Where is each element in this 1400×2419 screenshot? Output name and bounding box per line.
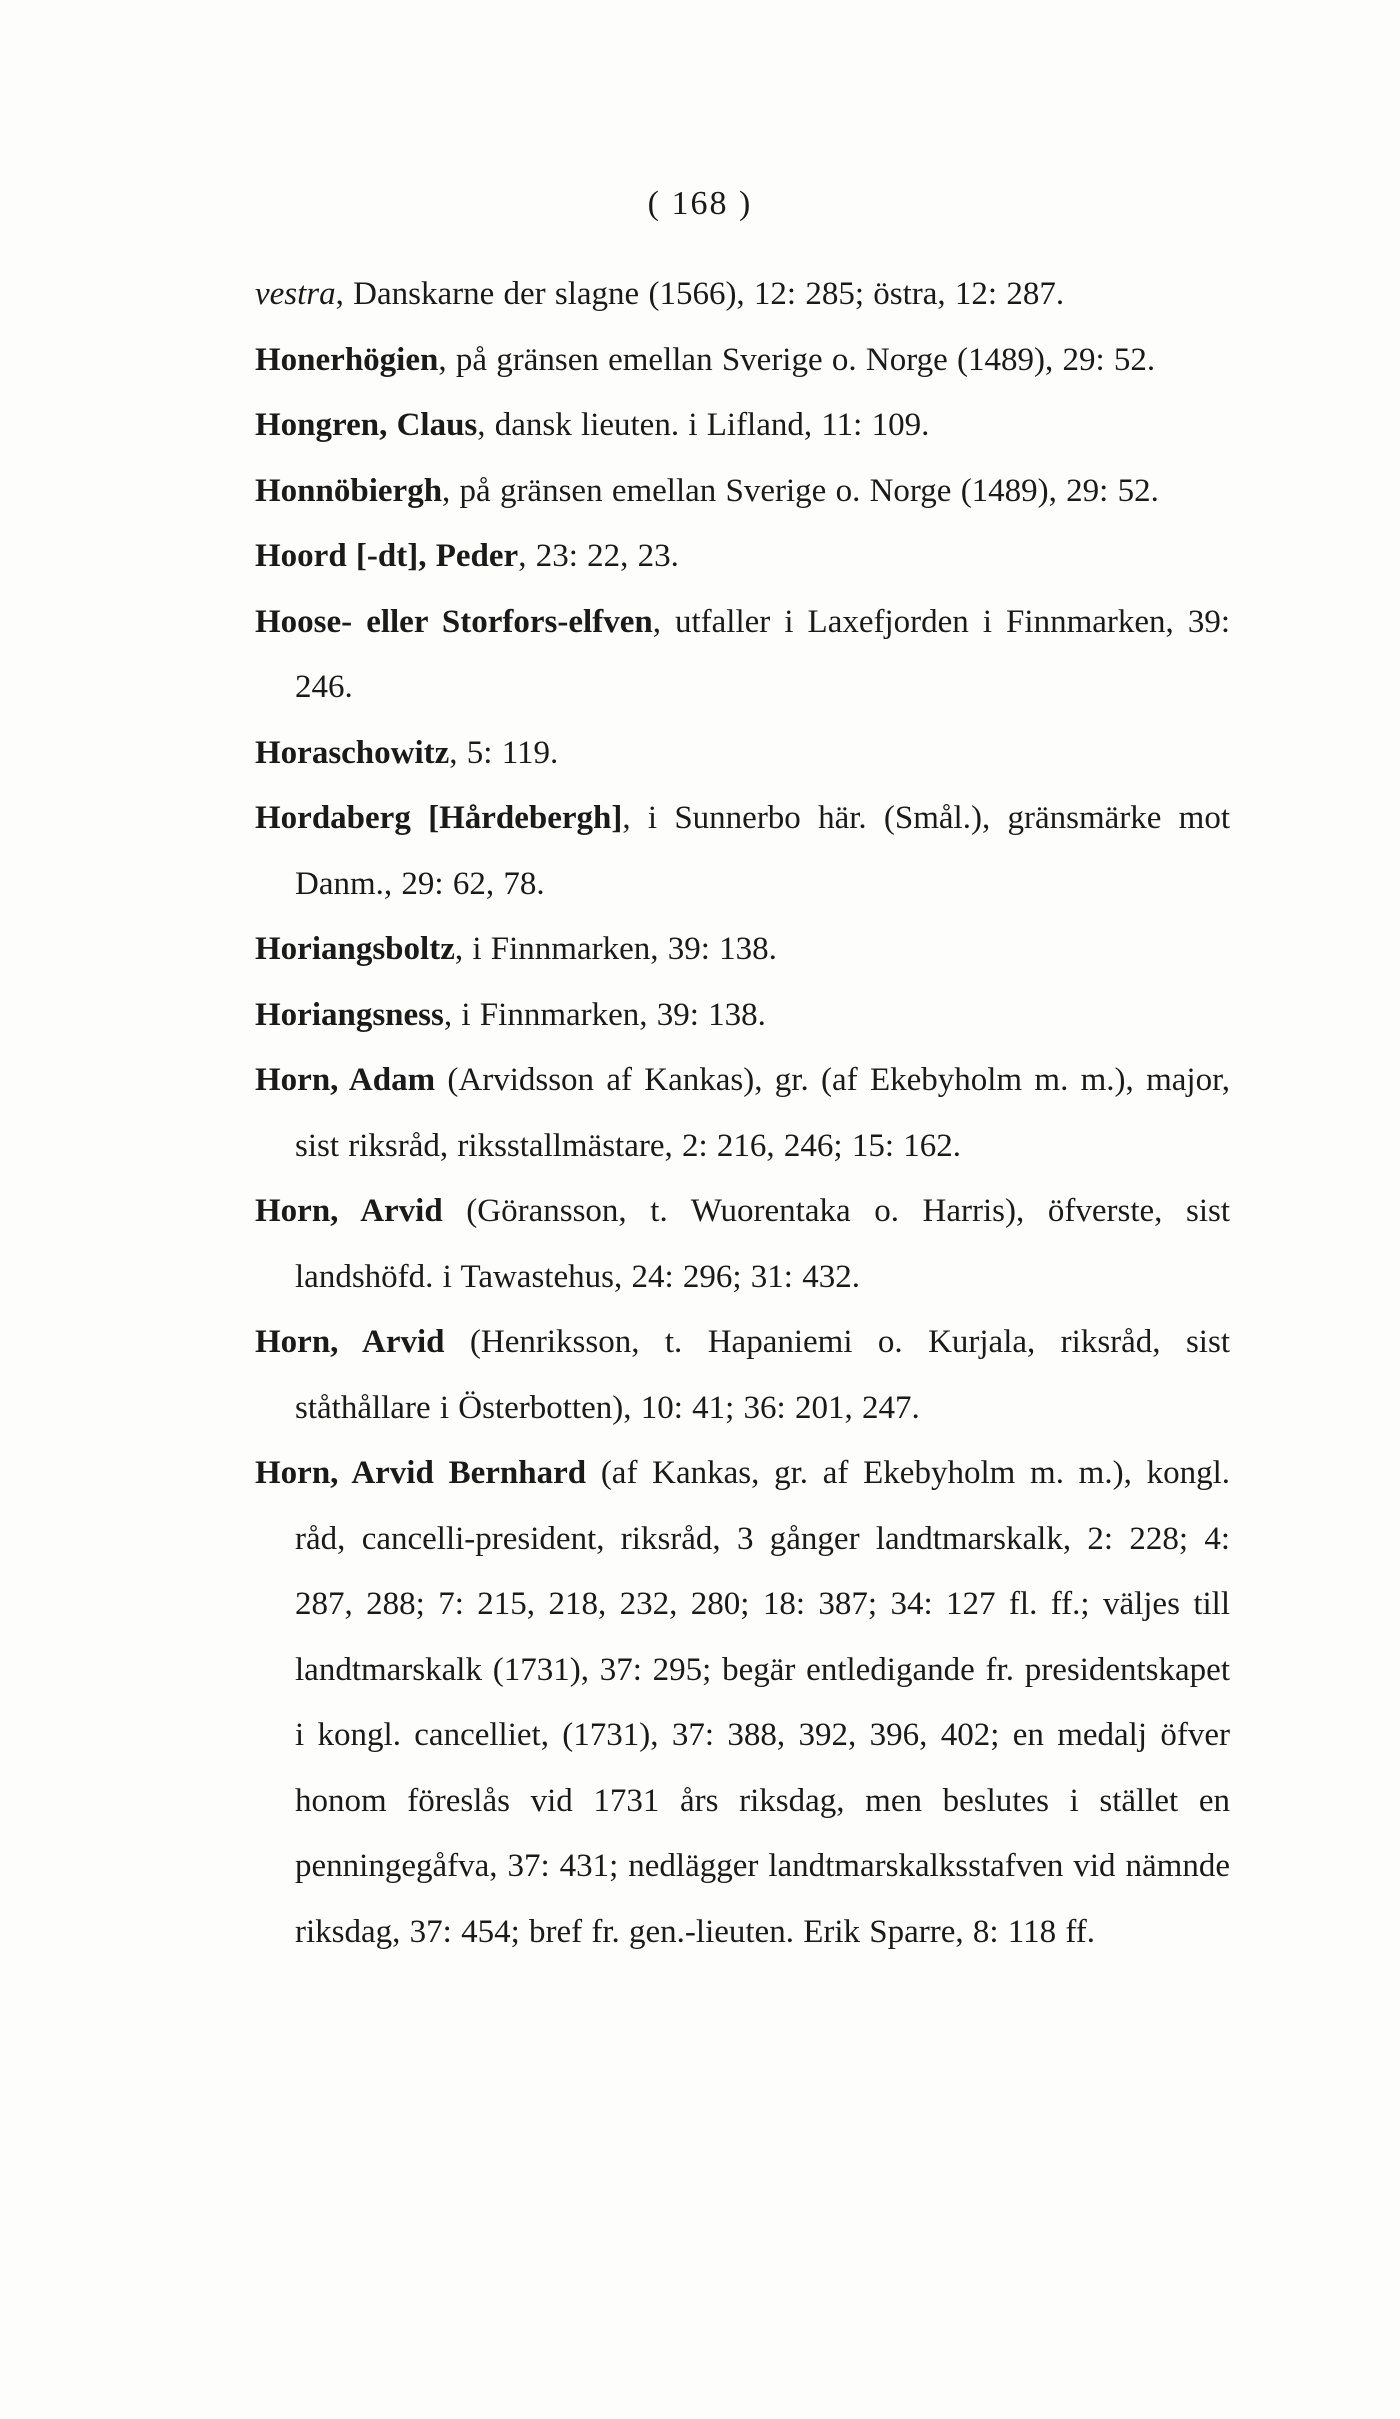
entry-headword: Honerhögien	[255, 341, 439, 378]
index-entry	[255, 917, 1230, 983]
index-entry	[255, 590, 1230, 721]
entry-headword: Horn, Arvid Bernhard	[255, 1455, 587, 1491]
entry-text: , dansk lieuten. i Lifland, 11: 109.	[477, 407, 930, 443]
index-entry	[255, 459, 1230, 525]
entry-headword: Horiangsboltz	[255, 931, 455, 967]
entry-text: (Henriksson, t. Hapaniemi o. Kurjala, riksråd, sist ståthållare i Österbotten), 10: 41; 36: 201, 247.	[295, 1324, 1230, 1426]
page-number: ( 168 )	[647, 185, 753, 222]
entry-text: , i Finnmarken, 39: 138.	[454, 931, 777, 967]
entry-headword: Honnöbiergh	[255, 472, 443, 509]
entry-headword: Horiangsness	[255, 996, 444, 1033]
index-entry	[255, 786, 1230, 917]
index-entry	[255, 1441, 1230, 1965]
entry-headword: Horn, Arvid	[255, 1193, 443, 1229]
entry-text: , i Finnmarken, 39: 138.	[443, 996, 766, 1033]
entry-text: , i Sunnerbo här. (Smål.), gränsmärke mot Danm., 29: 62, 78.	[295, 800, 1230, 902]
entry-headword: Hordaberg [Hårdebergh]	[255, 800, 623, 836]
entry-text: , på gränsen emellan Sverige o. Norge (1489), 29: 52.	[438, 341, 1156, 378]
index-entry	[255, 1310, 1230, 1441]
index-entry	[255, 983, 1230, 1049]
entry-headword: Hongren, Claus	[255, 407, 478, 443]
entry-text: (Arvidsson af Kankas), gr. (af Ekebyholm m. m.), major, sist riksråd, riksstallmästare, 2: 216, 246; 15: 162.	[295, 1062, 1230, 1164]
entry-text: , utfaller i Laxefjorden i Finnmarken, 39: 246.	[295, 603, 1230, 705]
index-entries	[255, 262, 1230, 1965]
entry-text: , Danskarne der slagne (1566), 12: 285; östra, 12: 287.	[335, 276, 1065, 312]
entry-headword: Hoose- eller Storfors-elfven	[255, 603, 653, 640]
entry-headword: Horn, Adam	[255, 1062, 436, 1098]
entry-headword: Horaschowitz	[255, 734, 450, 771]
entry-text: , på gränsen emellan Sverige o. Norge (1489), 29: 52.	[442, 472, 1159, 509]
entry-text: (af Kankas, gr. af Ekebyholm m. m.), kongl. råd, cancelli-president, riksråd, 3 gånger landtmarskalk, 2: 228; 4: 287, 288; 7: 215, 218, 232, 280; 18: 387; 34: 127 fl. ff.; väljes till landtmarskalk (1731), 37: 295; begär entledigande fr. presidentskapet i kongl. cancelliet, (1731), 37: 388, 392, 396, 402; en medalj öfver honom föreslås vid 1731 års riksdag, men beslutes i stället en penningegåfva, 37: 431; nedlägger landtmarskalksstafven vid nämnde riksdag, 37: 454; bref fr. gen.-lieuten. Erik Sparre, 8: 118 ff.	[295, 1455, 1230, 1950]
entry-headword: Hoord [-dt], Peder	[255, 538, 519, 574]
entry-text: (Göransson, t. Wuorentaka o. Harris), öfverste, sist landshöfd. i Tawastehus, 24: 296; 31: 432.	[295, 1193, 1230, 1295]
index-entry	[255, 328, 1230, 394]
entry-headword: Horn, Arvid	[255, 1324, 445, 1360]
entry-text: , 5: 119.	[449, 734, 559, 771]
index-entry	[255, 1179, 1230, 1310]
index-entry	[255, 393, 1230, 459]
index-entry	[255, 524, 1230, 590]
index-entry	[255, 1048, 1230, 1179]
index-entry	[255, 262, 1230, 328]
entry-italic-lead: vestra	[255, 276, 336, 312]
index-entry	[255, 721, 1230, 787]
entry-text: , 23: 22, 23.	[518, 538, 679, 574]
